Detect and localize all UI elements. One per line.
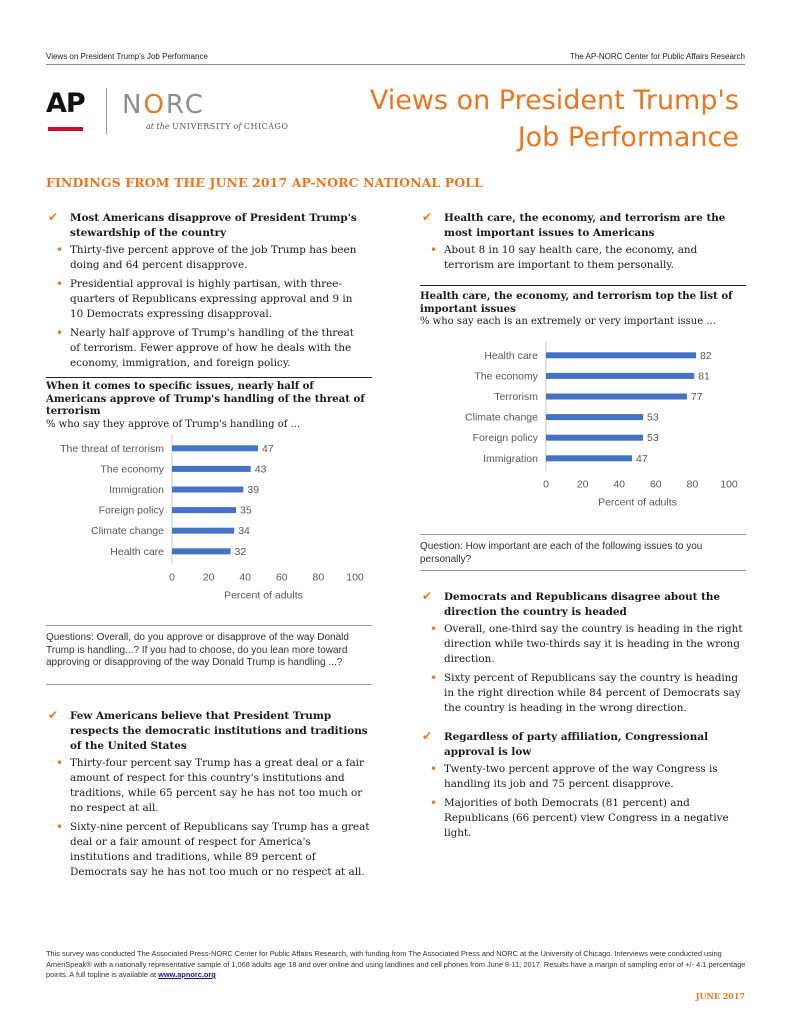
page-title-line2: Job Performance: [517, 122, 739, 153]
finding-heading-text: Few Americans believe that President Trump respects the democratic institutions and traditions of the United States: [70, 710, 368, 752]
list-item: • Thirty-five percent approve of the job Trump has been doing and 64 percent disapprove.: [46, 243, 362, 273]
x-tick-label: 100: [346, 571, 364, 584]
data-label: 53: [646, 411, 659, 424]
data-label: 35: [240, 504, 252, 517]
logo-divider: [106, 88, 107, 134]
left-finding-approval: [46, 211, 362, 375]
data-label: 82: [700, 349, 712, 362]
category-label: Foreign policy: [98, 504, 164, 517]
apnorc-link[interactable]: www.apnorc.org: [158, 970, 216, 979]
left-chart-top-rule: [46, 377, 372, 378]
bar: [546, 435, 643, 441]
methodology-footnote: [46, 949, 746, 981]
finding-bullets: [420, 243, 750, 273]
list-item: • Nearly half approve of Trump's handling of the threat of terrorism. Fewer approve of how he deals with the economy, immigration, and foreign policy.: [46, 326, 362, 371]
category-label: Immigration: [483, 452, 538, 465]
x-tick-label: 20: [202, 571, 215, 584]
right-question-bottom-rule: [420, 570, 746, 571]
x-tick-label: 100: [720, 478, 738, 491]
check-icon: ✔: [48, 708, 59, 722]
data-label: 47: [262, 442, 274, 455]
x-tick-label: 80: [312, 571, 325, 584]
x-axis-title: Percent of adults: [598, 496, 677, 509]
finding-heading-text: Regardless of party affiliation, Congressional approval is low: [444, 731, 709, 758]
check-icon: ✔: [48, 210, 59, 224]
finding-heading-text: Health care, the economy, and terrorism are the most important issues to Americans: [444, 212, 726, 239]
x-tick-label: 80: [686, 478, 699, 491]
header-divider: [46, 64, 745, 65]
right-finding-direction: [420, 590, 748, 720]
x-tick-label: 0: [543, 478, 549, 491]
finding-heading: [46, 709, 370, 754]
check-icon: ✔: [422, 210, 433, 224]
data-label: 39: [247, 484, 260, 496]
list-item: • Sixty-nine percent of Republicans say Trump has a great deal or a fair amount of respect for America's institutions and traditions, while 89 percent of Democrats say he has not too much or no respect at all.: [46, 820, 370, 880]
norc-letters-rc: RC: [165, 90, 205, 120]
finding-bullets: [420, 762, 748, 841]
data-label: 47: [636, 452, 648, 465]
category-label: Immigration: [109, 484, 164, 496]
bar: [546, 455, 632, 461]
finding-heading: [420, 730, 748, 760]
bar: [546, 352, 696, 358]
norc-sub-prefix: at the: [146, 122, 173, 131]
norc-university-line: [146, 122, 288, 131]
finding-heading: [420, 590, 748, 620]
norc-letter-n: N: [122, 90, 144, 120]
finding-heading: [46, 211, 362, 241]
list-item: • Overall, one-third say the country is heading in the right direction while two-thirds say it is heading in the wrong direction.: [420, 622, 748, 667]
norc-logo: [122, 92, 205, 118]
data-label: 53: [646, 432, 659, 445]
list-item: • About 8 in 10 say health care, the economy, and terrorism are important to them personally.: [420, 243, 750, 273]
right-chart-question: Question: How important are each of the following issues to you personally?: [420, 541, 703, 565]
bar: [546, 414, 643, 420]
data-label: 43: [254, 463, 267, 476]
category-label: Health care: [110, 545, 164, 558]
list-item: • Presidential approval is highly partisan, with three-quarters of Republicans expressing approval and 9 in 10 Democrats expressing disapproval.: [46, 277, 362, 322]
right-chart-subtitle: % who say each is an extremely or very important issue ...: [420, 316, 716, 327]
finding-heading-text: Most Americans disapprove of President Trump's stewardship of the country: [70, 212, 357, 239]
right-chart-top-rule: [420, 285, 746, 286]
bar: [172, 466, 251, 472]
finding-bullets: [46, 756, 370, 880]
right-bar-chart: [420, 337, 750, 512]
running-header-org: The AP-NORC Center for Public Affairs Research: [569, 52, 745, 61]
finding-bullets: [46, 243, 362, 371]
x-tick-label: 40: [239, 571, 252, 584]
category-label: Foreign policy: [472, 432, 538, 445]
right-finding-issues: [420, 211, 750, 277]
category-label: The economy: [474, 370, 538, 383]
x-tick-label: 40: [613, 478, 626, 491]
data-label: 81: [698, 370, 710, 383]
footer-date: JUNE 2017: [695, 991, 745, 1001]
list-item: • Majorities of both Democrats (81 percent) and Republicans (66 percent) view Congress in a negative light.: [420, 796, 748, 841]
bar: [172, 445, 258, 451]
bar: [172, 528, 234, 534]
bar: [172, 507, 236, 513]
category-label: Climate change: [465, 411, 538, 424]
left-chart-title: When it comes to specific issues, nearly half of Americans approve of Trump's handling of the threat of terrorism: [46, 380, 365, 417]
right-chart-header: [420, 290, 746, 328]
right-question-rule: [420, 534, 746, 535]
left-chart-question: Questions: Overall, do you approve or disapprove of the way Donald Trump is handling...? If you had to choose, do you lean more toward approving or disapproving of the way Donald Trump is handling ...?: [46, 632, 349, 668]
running-header-title: Views on President Trump's Job Performance: [46, 52, 208, 61]
list-item: • Sixty percent of Republicans say the country is heading in the right direction while 84 percent of Democrats say the country is heading in the wrong direction.: [420, 671, 748, 716]
category-label: Health care: [484, 349, 538, 362]
bar: [172, 487, 243, 493]
left-chart-subtitle: % who say they approve of Trump's handling of ...: [46, 418, 301, 430]
x-tick-label: 0: [169, 571, 175, 584]
right-chart-title: Health care, the economy, and terrorism top the list of important issues: [420, 290, 733, 315]
ap-logo: AP: [46, 88, 85, 119]
finding-heading: [420, 211, 750, 241]
category-label: The economy: [100, 463, 164, 476]
bar: [546, 394, 687, 400]
bar: [172, 548, 231, 554]
left-finding-institutions: [46, 709, 370, 884]
norc-sub-of: of: [230, 122, 244, 131]
norc-sub-university: UNIVERSITY: [172, 122, 231, 131]
x-tick-label: 60: [649, 478, 662, 491]
data-label: 34: [238, 525, 250, 538]
category-label: Terrorism: [494, 391, 538, 403]
ap-logo-bar: [48, 127, 83, 131]
check-icon: ✔: [422, 589, 433, 603]
footnote-text: This survey was conducted The Associated Press-NORC Center for Public Affairs Research, with funding from The Associated Press and NORC at the University of Chicago. Interviews were conducted using AmeriSpeak® with a nationally representative sample of 1,068 adults age 18 and over online and using landlines and cell phones from June 8-11, 2017. Results have a margin of sampling error of +/- 4.1 percentage points. A full topline is available at: [46, 949, 746, 979]
norc-sub-chicago: CHICAGO: [243, 122, 289, 131]
bar: [546, 373, 694, 379]
check-icon: ✔: [422, 729, 433, 743]
x-tick-label: 20: [576, 478, 589, 491]
page-title-line1: Views on President Trump's: [369, 85, 739, 116]
right-finding-congress: [420, 730, 748, 845]
page-title: [299, 82, 739, 156]
category-label: The threat of terrorism: [60, 442, 164, 455]
finding-heading-text: Democrats and Republicans disagree about the direction the country is headed: [444, 591, 721, 618]
finding-bullets: [420, 622, 748, 716]
norc-letter-o: O: [143, 90, 166, 120]
category-label: Climate change: [91, 525, 164, 538]
left-question-rule: [46, 625, 372, 626]
left-bar-chart: [46, 430, 376, 605]
left-question-bottom-rule: [46, 684, 372, 685]
data-label: 32: [234, 545, 247, 558]
list-item: • Twenty-two percent approve of the way Congress is handling its job and 75 percent disapprove.: [420, 762, 748, 792]
list-item: • Thirty-four percent say Trump has a great deal or a fair amount of respect for this country's institutions and traditions, while 65 percent say he has not too much or no respect at all.: [46, 756, 370, 816]
left-chart-header: [46, 380, 372, 431]
data-label: 77: [690, 391, 703, 403]
x-tick-label: 60: [275, 571, 288, 584]
x-axis-title: Percent of adults: [224, 589, 303, 602]
findings-heading: FINDINGS FROM THE JUNE 2017 AP-NORC NATIONAL POLL: [46, 175, 484, 190]
